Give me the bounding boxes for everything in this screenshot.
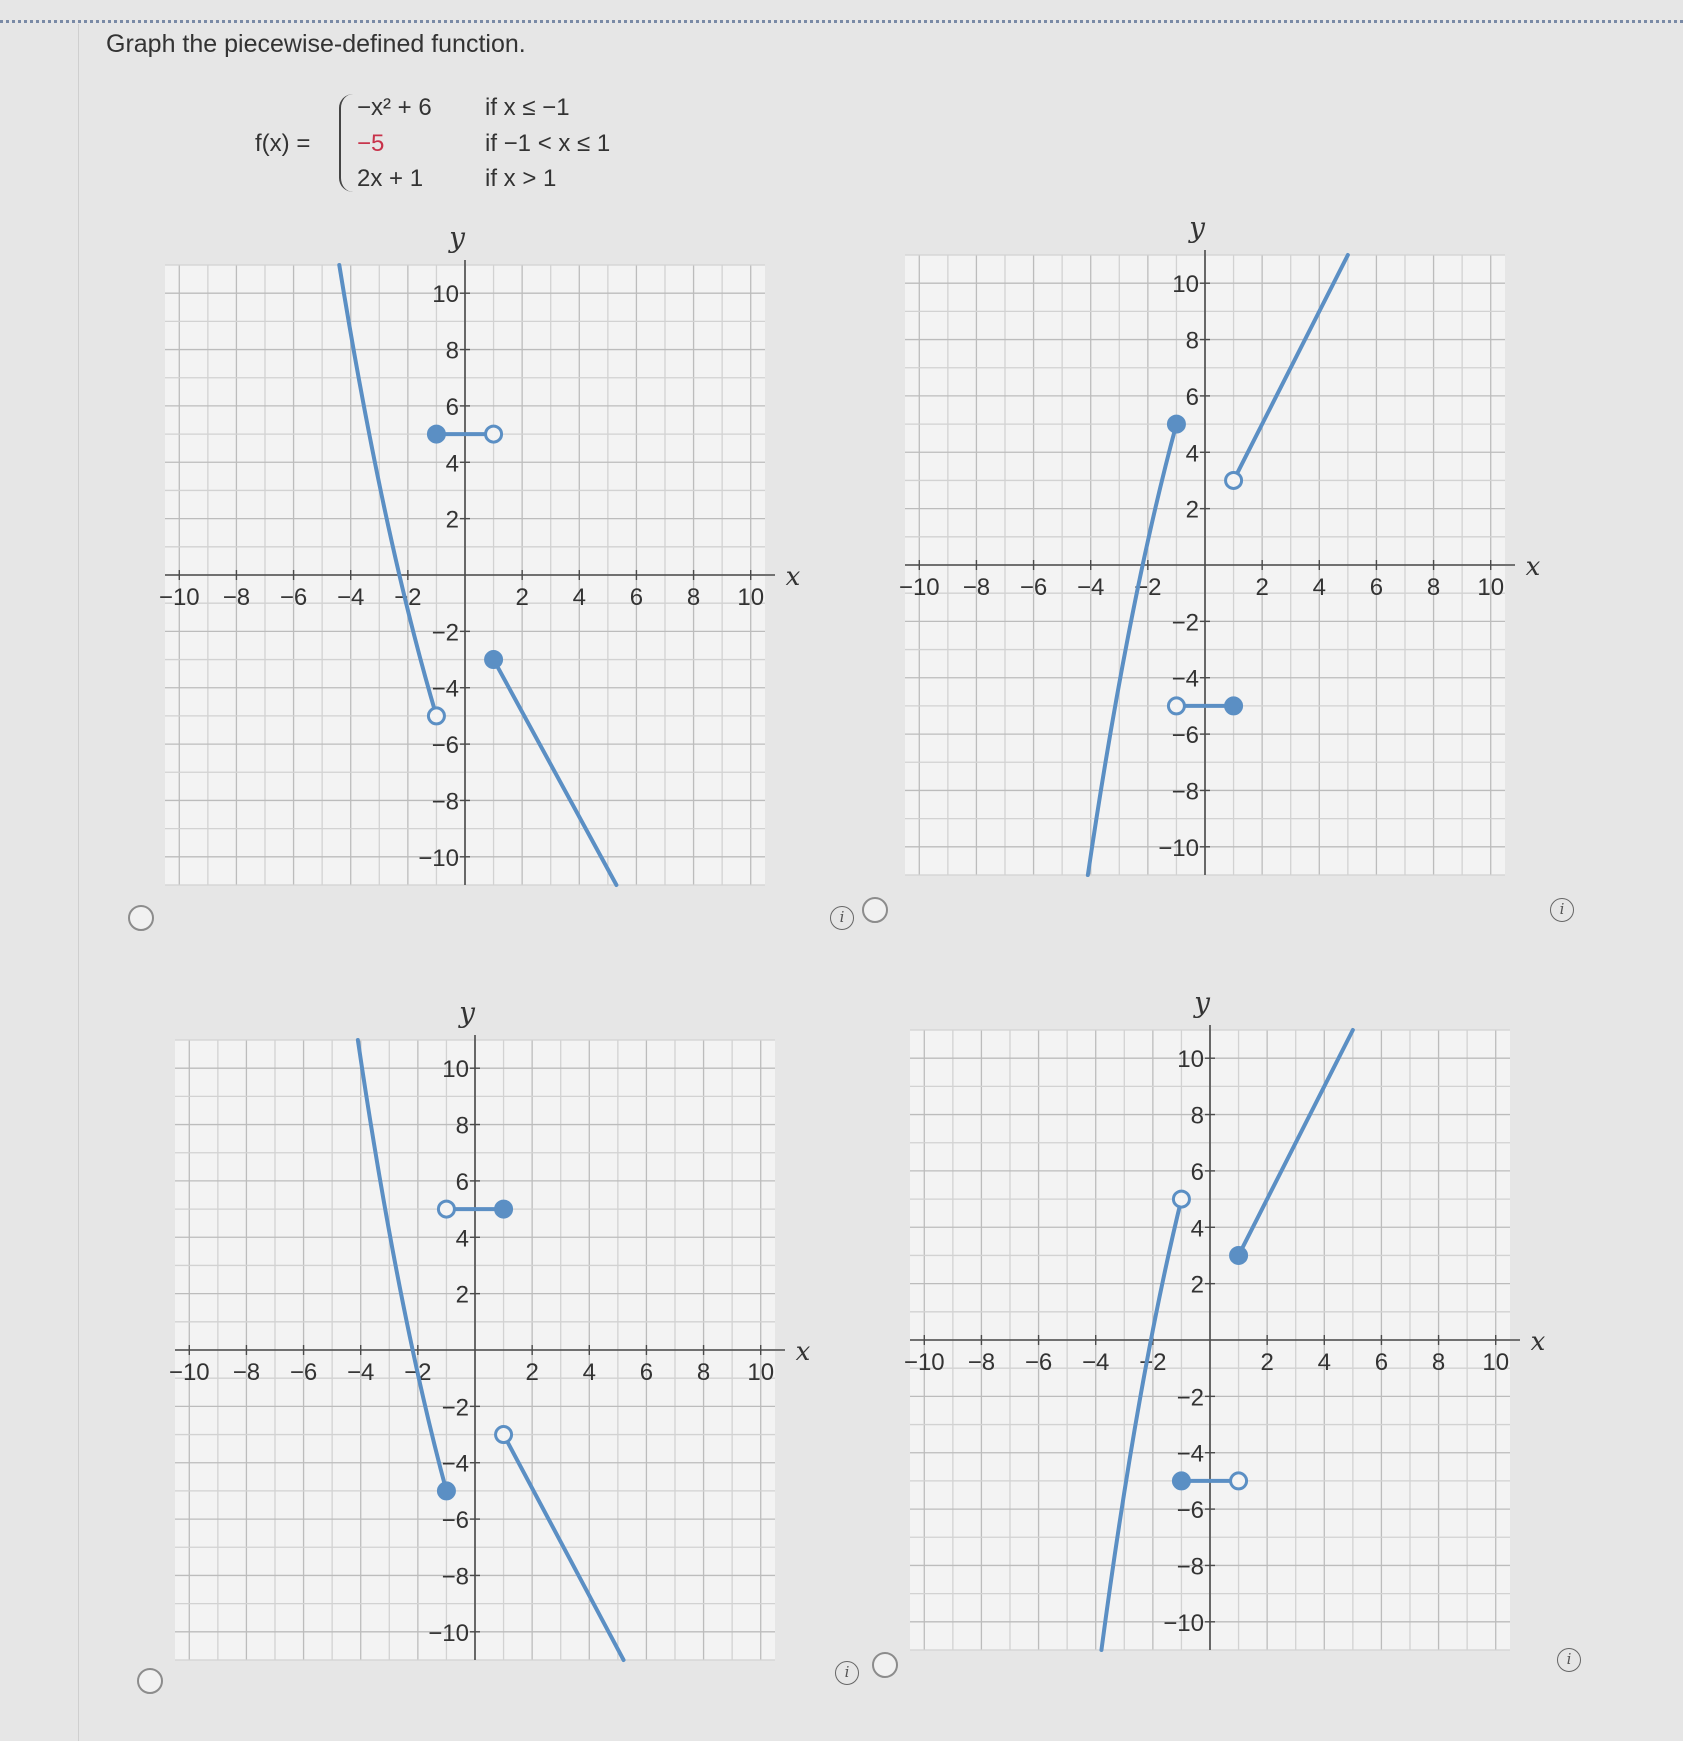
case-2-expression: −5: [357, 130, 385, 157]
opt-d-x-tick-label: 2: [1260, 1349, 1274, 1376]
opt-c-open-point: [496, 1427, 512, 1443]
opt-b-y-tick-label: −10: [1158, 834, 1199, 862]
graph-d: [865, 975, 1565, 1695]
opt-a-x-tick-label: 10: [737, 584, 765, 611]
opt-d-closed-point: [1231, 1247, 1247, 1263]
left-brace: [339, 94, 355, 192]
opt-d-open-point: [1173, 1191, 1189, 1207]
function-name: f(x) =: [255, 130, 311, 157]
opt-c-y-tick-label: −8: [441, 1563, 469, 1591]
opt-a-y-tick-label: −10: [418, 844, 459, 872]
opt-d-y-tick-label: −6: [1176, 1497, 1204, 1525]
opt-a-x-tick-label: −8: [222, 584, 251, 611]
opt-c-x-tick-label: −4: [347, 1359, 375, 1386]
opt-d-y-tick-label: 4: [1190, 1215, 1204, 1243]
opt-a-open-point: [486, 426, 502, 442]
opt-b-y-tick-label: −2: [1171, 609, 1199, 637]
opt-a-x-tick-label: −2: [394, 584, 422, 611]
opt-c-y-tick-label: −6: [441, 1507, 469, 1535]
opt-b-x-tick-label: −10: [898, 574, 940, 601]
option-d-info-icon[interactable]: i: [1557, 1648, 1581, 1672]
opt-b-y-tick-label: −6: [1171, 722, 1199, 750]
opt-d-x-tick-label: −8: [967, 1349, 996, 1376]
opt-a-y-axis-label: y: [449, 221, 465, 254]
opt-a-y-tick-label: 4: [445, 450, 459, 478]
opt-a-y-tick-label: 10: [432, 281, 459, 309]
opt-d-x-tick-label: 4: [1317, 1349, 1331, 1376]
opt-d-x-tick-label: 10: [1482, 1349, 1510, 1376]
opt-d-y-tick-label: 10: [1177, 1046, 1204, 1074]
opt-c-x-tick-label: 10: [747, 1359, 775, 1386]
opt-d-open-point: [1231, 1473, 1247, 1489]
opt-c-y-tick-label: 10: [442, 1056, 469, 1084]
opt-b-x-tick-label: 6: [1369, 574, 1384, 601]
opt-d-x-tick-label: 6: [1374, 1349, 1389, 1376]
opt-c-y-tick-label: −4: [441, 1450, 469, 1478]
opt-c-closed-point: [438, 1483, 454, 1499]
opt-c-x-tick-label: 2: [525, 1359, 539, 1386]
option-a-info-icon[interactable]: i: [830, 906, 854, 930]
opt-a-y-tick-label: −8: [431, 788, 459, 816]
option-b: [860, 200, 1580, 940]
opt-b-y-tick-label: 10: [1172, 271, 1199, 299]
opt-d-x-tick-label: 8: [1431, 1349, 1446, 1376]
opt-b-y-tick-label: −8: [1171, 778, 1199, 806]
opt-b-closed-point: [1226, 698, 1242, 714]
option-c-radio[interactable]: [137, 1668, 163, 1694]
opt-d-x-tick-label: −2: [1139, 1349, 1167, 1376]
option-a: [120, 210, 840, 950]
opt-b-open-point: [1168, 698, 1184, 714]
opt-b-x-tick-label: −6: [1019, 574, 1048, 601]
opt-a-y-tick-label: 8: [445, 337, 459, 365]
opt-a-x-axis-label: x: [785, 562, 801, 592]
opt-a-y-tick-label: −2: [431, 619, 459, 647]
opt-a-x-tick-label: 2: [515, 584, 529, 611]
opt-a-x-tick-label: 6: [629, 584, 644, 611]
opt-b-x-tick-label: 8: [1426, 574, 1441, 601]
top-divider: [0, 20, 1683, 23]
case-1-condition: if x ≤ −1: [485, 94, 570, 121]
opt-c-x-tick-label: −2: [404, 1359, 432, 1386]
opt-b-y-tick-label: 4: [1185, 440, 1199, 468]
graph-c: [130, 985, 830, 1705]
opt-c-y-tick-label: 2: [455, 1281, 469, 1309]
opt-d-x-axis-label: x: [1530, 1327, 1546, 1357]
graph-b: [860, 200, 1560, 920]
opt-a-y-tick-label: −4: [431, 675, 459, 703]
opt-a-closed-point: [486, 652, 502, 668]
opt-d-y-tick-label: 6: [1190, 1158, 1204, 1186]
opt-c-y-tick-label: −2: [441, 1394, 469, 1422]
opt-b-y-tick-label: −4: [1171, 665, 1199, 693]
opt-a-x-tick-label: −10: [158, 584, 200, 611]
opt-a-x-tick-label: 4: [572, 584, 586, 611]
option-c: [130, 985, 850, 1725]
opt-a-closed-point: [428, 426, 444, 442]
case-2-condition: if −1 < x ≤ 1: [485, 130, 611, 157]
opt-d-x-tick-label: −4: [1082, 1349, 1110, 1376]
opt-b-x-tick-label: 10: [1477, 574, 1505, 601]
opt-c-closed-point: [496, 1201, 512, 1217]
opt-d-x-tick-label: −6: [1024, 1349, 1053, 1376]
opt-d-y-tick-label: −2: [1176, 1384, 1204, 1412]
opt-a-open-point: [428, 708, 444, 724]
opt-a-y-tick-label: 2: [445, 506, 459, 534]
opt-a-y-tick-label: −6: [431, 732, 459, 760]
opt-d-y-axis-label: y: [1194, 986, 1210, 1019]
opt-c-x-tick-label: 4: [582, 1359, 596, 1386]
option-a-radio[interactable]: [128, 905, 154, 931]
opt-b-x-axis-label: x: [1525, 552, 1541, 582]
opt-c-x-axis-label: x: [795, 1337, 811, 1367]
opt-c-x-tick-label: −6: [289, 1359, 318, 1386]
opt-c-x-tick-label: −10: [168, 1359, 210, 1386]
opt-b-x-tick-label: −8: [962, 574, 991, 601]
opt-a-x-tick-label: −6: [279, 584, 308, 611]
opt-b-x-tick-label: 4: [1312, 574, 1326, 601]
opt-d-y-tick-label: 8: [1190, 1102, 1204, 1130]
opt-b-open-point: [1226, 472, 1242, 488]
graph-a: [120, 210, 820, 930]
opt-a-x-tick-label: 8: [686, 584, 701, 611]
opt-b-y-tick-label: 6: [1185, 383, 1199, 411]
opt-c-x-tick-label: 6: [639, 1359, 654, 1386]
opt-d-x-tick-label: −10: [903, 1349, 945, 1376]
left-rule: [78, 24, 79, 1741]
question-prompt: Graph the piecewise-defined function.: [106, 30, 526, 58]
opt-c-y-axis-label: y: [459, 996, 475, 1029]
opt-d-closed-point: [1173, 1473, 1189, 1489]
opt-d-y-tick-label: −4: [1176, 1440, 1204, 1468]
case-3-condition: if x > 1: [485, 165, 557, 192]
opt-b-x-tick-label: −4: [1077, 574, 1105, 601]
option-c-info-icon[interactable]: i: [835, 1661, 859, 1685]
opt-a-x-tick-label: −4: [337, 584, 365, 611]
opt-d-y-tick-label: −8: [1176, 1553, 1204, 1581]
opt-c-x-tick-label: 8: [696, 1359, 711, 1386]
option-d: [865, 975, 1585, 1715]
opt-c-y-tick-label: 8: [455, 1112, 469, 1140]
opt-c-x-tick-label: −8: [232, 1359, 261, 1386]
option-b-radio[interactable]: [862, 897, 888, 923]
opt-b-y-tick-label: 8: [1185, 327, 1199, 355]
case-3-expression: 2x + 1: [357, 165, 424, 192]
case-1-expression: −x² + 6: [357, 94, 432, 121]
opt-c-y-tick-label: −10: [428, 1619, 469, 1647]
opt-d-y-tick-label: −10: [1163, 1609, 1204, 1637]
opt-c-open-point: [438, 1201, 454, 1217]
option-d-radio[interactable]: [872, 1652, 898, 1678]
opt-c-y-tick-label: 4: [455, 1225, 469, 1253]
opt-c-y-tick-label: 6: [455, 1168, 469, 1196]
opt-a-y-tick-label: 6: [445, 393, 459, 421]
opt-b-closed-point: [1168, 416, 1184, 432]
opt-b-y-axis-label: y: [1189, 211, 1205, 244]
opt-b-x-tick-label: −2: [1134, 574, 1162, 601]
option-b-info-icon[interactable]: i: [1550, 898, 1574, 922]
opt-d-y-tick-label: 2: [1190, 1271, 1204, 1299]
opt-b-x-tick-label: 2: [1255, 574, 1269, 601]
opt-b-y-tick-label: 2: [1185, 496, 1199, 524]
